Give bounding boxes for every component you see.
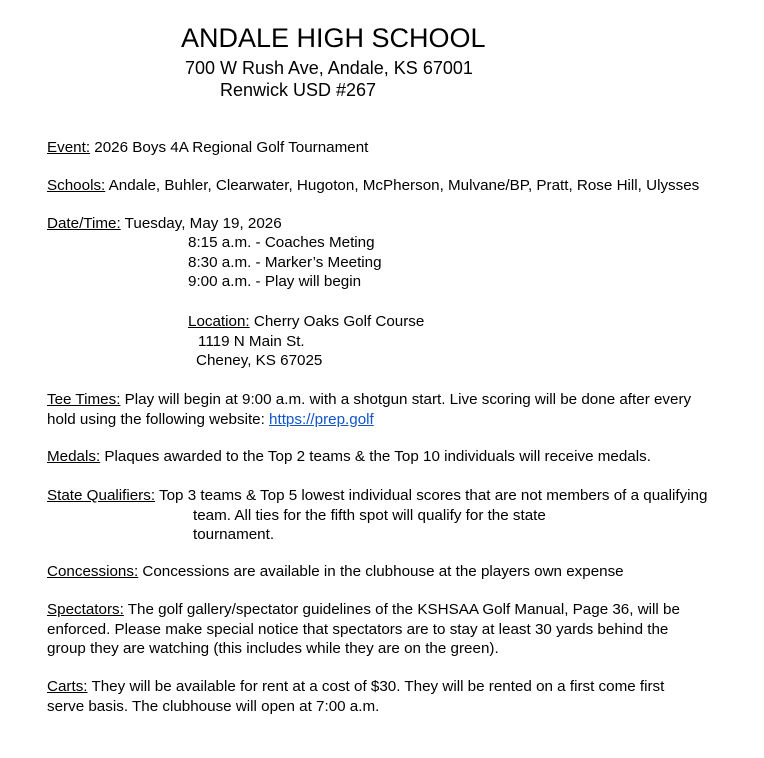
spectators-label: Spectators:: [47, 601, 124, 618]
spectators-line3: group they are watching (this includes while they are on the green).: [47, 640, 499, 657]
concessions-section: [47, 562, 624, 582]
datetime-section: [47, 214, 282, 234]
schools-section: [47, 176, 699, 196]
schedule-item-coaches: 8:15 a.m. - Coaches Meting: [188, 234, 375, 251]
schools-value: Andale, Buhler, Clearwater, Hugoton, McPherson, Mulvane/BP, Pratt, Rose Hill, Ulysses: [105, 177, 700, 194]
state-qualifiers-line3: tournament.: [193, 526, 275, 543]
carts-label: Carts:: [47, 678, 88, 695]
concessions-label: Concessions:: [47, 563, 139, 580]
event-label: Event:: [47, 139, 91, 156]
prep-golf-link[interactable]: https://prep.golf: [269, 410, 374, 428]
event-section: [47, 138, 368, 158]
location-city: Cheney, KS 67025: [196, 352, 323, 369]
spectators-line2: enforced. Please make special notice that spectators are to stay at least 30 yards behind the: [47, 620, 669, 638]
carts-line1: They will be available for rent at a cost of $30. They will be rented on a first come first: [87, 678, 665, 695]
state-qualifiers-line1: Top 3 teams & Top 5 lowest individual scores that are not members of a qualifying: [155, 487, 708, 504]
schedule-list: [188, 233, 382, 292]
location-section: [188, 312, 424, 371]
schools-label: Schools:: [47, 177, 106, 194]
event-value: 2026 Boys 4A Regional Golf Tournament: [90, 139, 369, 156]
state-qualifiers-section: [47, 486, 707, 545]
spectators-line1: The golf gallery/spectator guidelines of the KSHSAA Golf Manual, Page 36, will be: [123, 601, 680, 618]
carts-line2: serve basis. The clubhouse will open at 7:00 a.m.: [47, 697, 380, 715]
medals-section: [47, 447, 651, 467]
medals-label: Medals:: [47, 448, 101, 465]
school-address: 700 W Rush Ave, Andale, KS 67001: [185, 58, 473, 78]
location-street: 1119 N Main St.: [198, 332, 305, 350]
datetime-label: Date/Time:: [47, 215, 121, 232]
location-name: Cherry Oaks Golf Course: [249, 313, 425, 330]
concessions-value: Concessions are available in the clubhouse at the players own expense: [138, 563, 624, 580]
schedule-item-markers: 8:30 a.m. - Marker’s Meeting: [188, 253, 382, 271]
spectators-section: [47, 600, 680, 659]
school-district: Renwick USD #267: [220, 80, 377, 100]
datetime-value: Tuesday, May 19, 2026: [120, 215, 282, 232]
carts-section: [47, 677, 664, 716]
state-qualifiers-line2: team. All ties for the fifth spot will qualify for the state: [193, 506, 546, 524]
tee-times-line1: Play will begin at 9:00 a.m. with a shotgun start. Live scoring will be done after every: [120, 391, 692, 408]
schedule-item-play: 9:00 a.m. - Play will begin: [188, 273, 362, 290]
tee-times-section: [47, 390, 691, 429]
school-name-heading: ANDALE HIGH SCHOOL: [181, 23, 486, 53]
tee-times-label: Tee Times:: [47, 391, 121, 408]
location-label: Location:: [188, 313, 250, 330]
tee-times-line2: hold using the following website:: [47, 410, 270, 428]
medals-value: Plaques awarded to the Top 2 teams & the Top 10 individuals will receive medals.: [100, 448, 651, 465]
state-qualifiers-label: State Qualifiers:: [47, 487, 156, 504]
